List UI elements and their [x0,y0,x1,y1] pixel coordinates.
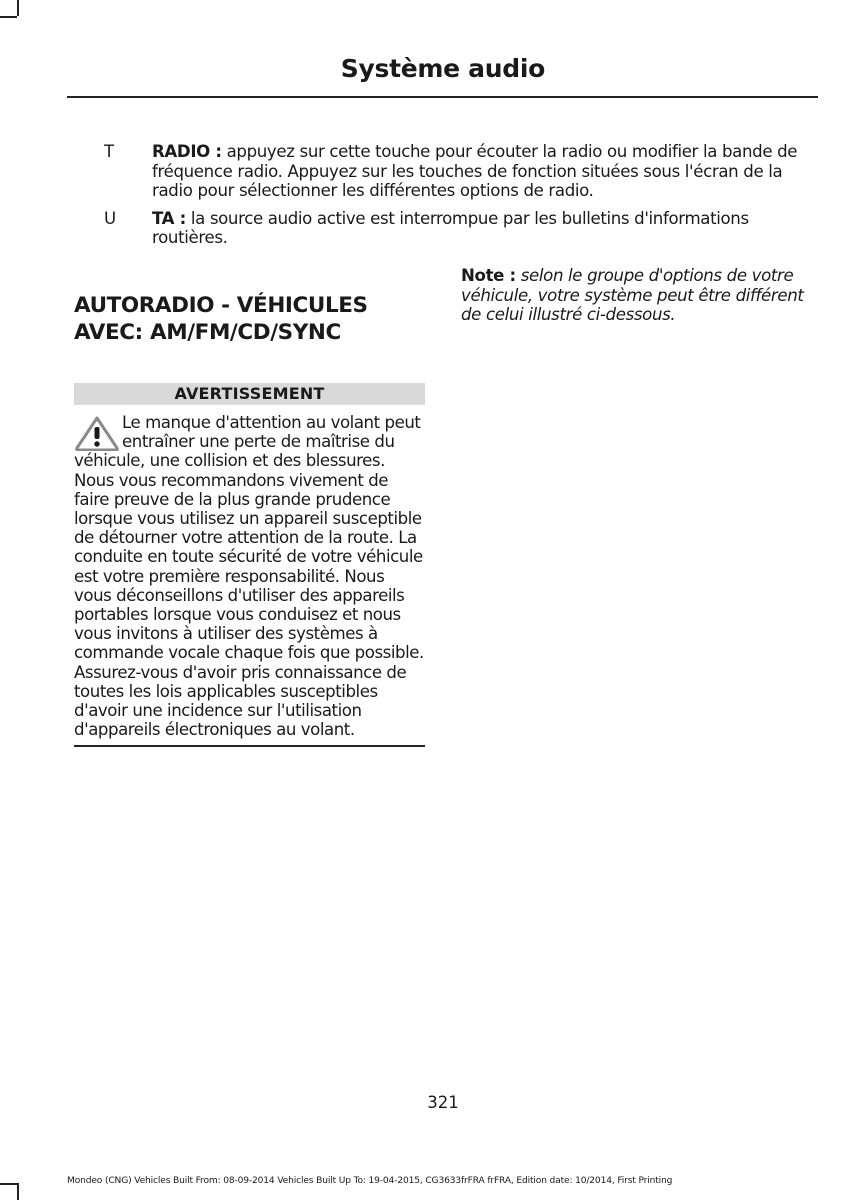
ta-text: la source audio active est interrompue par les bulletins d'informations routières. [152,208,749,247]
key-descriptions [104,142,804,256]
page-title: Système audio [340,54,545,83]
crop-mark-bottom-vertical [17,1183,19,1200]
radio-text: appuyez sur cette touche pour écouter la radio ou modifier la bande de fréquence radio. Appuyez sur les touches de fonction situées sous l'écran de la radio pour sélectionner les différentes options de radio. [152,142,798,200]
warning-box [74,413,425,739]
list-item-ta [104,209,804,248]
radio-description [152,142,804,201]
warning-triangle-icon [74,415,120,451]
page-number: 321 [427,1093,459,1112]
ta-label: TA : [152,208,186,228]
left-column [74,292,425,747]
note-text: selon le groupe d'options de votre véhicule, votre système peut être différent de celui illustré ci-dessous. [461,266,804,324]
radio-label: RADIO : [152,142,222,161]
warning-heading: AVERTISSEMENT [74,383,425,405]
crop-mark-top-horizontal [0,16,17,18]
crop-mark-bottom-horizontal [0,1183,17,1185]
warning-bottom-rule [74,745,425,747]
ta-key-symbol: U [104,208,116,228]
note-label: Note : [461,266,516,285]
header-rule [67,96,818,98]
warning-text: Le manque d'attention au volant peut entraîner une perte de maîtrise du véhicule, une collision et des blessures. Nous vous recommandons vivement de faire preuve de la plus grande prudence lorsque vous utilisez un appareil susceptible de détourner votre attention de la route. La conduite en toute sécurité de votre véhicule est votre première responsabilité. Nous vous déconseillons d'utiliser des appareils portables lorsque vous conduisez et nous vous invitons à utiliser des systèmes à commande vocale chaque fois que possible. Assurez-vous d'avoir pris connaissance de toutes les lois applicables susceptibles d'avoir une incidence sur l'utilisation d'appareils électroniques au volant. [74,413,424,740]
crop-mark-top-vertical [17,0,19,16]
right-column [461,266,821,325]
radio-key-symbol: T [104,142,114,161]
section-title: AUTORADIO - VÉHICULES AVEC: AM/FM/CD/SYNC [74,293,368,345]
footer-edition-info: Mondeo (CNG) Vehicles Built From: 08-09-2014 Vehicles Built Up To: 19-04-2015, CG3633frFRA frFRA, Edition date: 10/2014, First Printing [67,1176,673,1186]
list-item-radio [104,142,804,201]
ta-description [152,209,804,248]
